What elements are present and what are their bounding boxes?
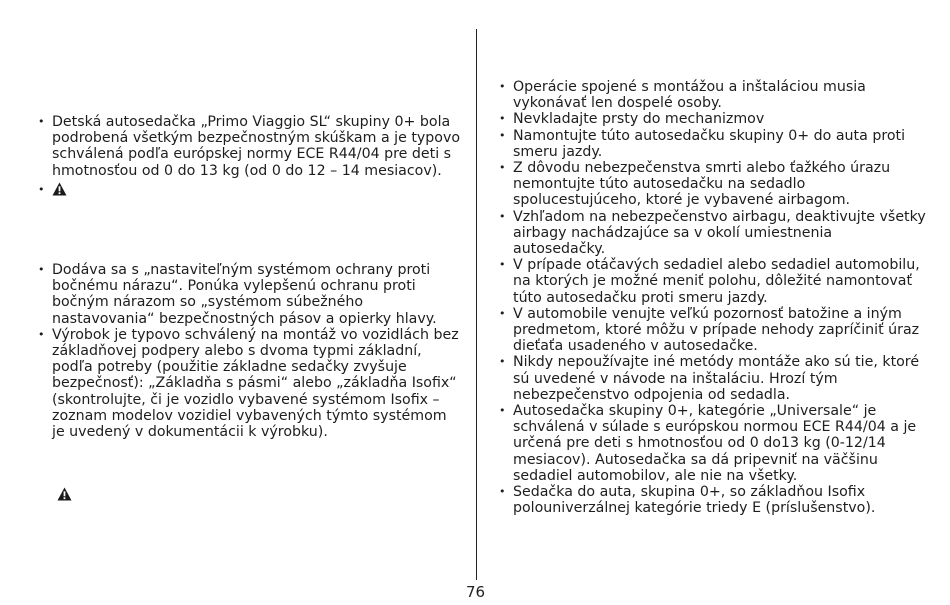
list-item: • V automobile venujte veľkú pozornosť batožine a iným predmetom, ktoré môžu v prípade nehody zapríčiniť úraz dieťaťa usadeného v autosedačke. xyxy=(498,306,928,355)
list-item: • Autosedačka skupiny 0+, kategórie „Universale“ je schválená v súlade s európskou normou ECE R44/04 a je určená pre deti s hmotnosťou od 0 do13 kg (0-12/14 mesiacov). Autosedačka sa dá pripevniť na väčšinu sedadiel automobilov, ale nie na všetky. xyxy=(498,403,928,484)
list-item: • Sedačka do auta, skupina 0+, so základňou Isofix polouniverzálnej kategórie triedy E (príslušenstvo). xyxy=(498,484,928,516)
list-item: • Nevkladajte prsty do mechanizmov xyxy=(498,111,928,127)
list-item: • Nikdy nepoužívajte iné metódy montáže ako sú tie, ktoré sú uvedené v návode na inštaláciu. Hrozí tým nebezpečenstvo odpojenia od sedadla. xyxy=(498,354,928,403)
left-bullet-list xyxy=(37,114,463,198)
list-item: • Výrobok je typovo schválený na montáž vo vozidlách bez základňovej podpery alebo s dvoma typmi základní, podľa potreby (použitie základne sedačky zvyšuje bezpečnosť): „Základňa s pásmi“ alebo „základňa Isofix“ (skontrolujte, či je vozidlo vybavené systémom Isofix – zoznam modelov vozidiel vybavených týmto systémom je uvedený v dokumentácii k výrobku). xyxy=(37,327,463,440)
warning-triangle-icon xyxy=(57,487,72,501)
list-item: • Z dôvodu nebezpečenstva smrti alebo ťažkého úrazu nemontujte túto autosedačku na sedadlo spolucestujúceho, ktoré je vybavené airbagom. xyxy=(498,160,928,209)
right-column xyxy=(498,79,928,516)
warning-triangle-icon xyxy=(52,182,67,196)
list-item: • Detská autosedačka „Primo Viaggio SL“ skupiny 0+ bola podrobená všetkým bezpečnostným skúškam a je typovo schválená podľa európskej normy ECE R44/04 pre deti s hmotnosťou od 0 do 13 kg (od 0 do 12 – 14 mesiacov). xyxy=(37,114,463,179)
list-item: • V prípade otáčavých sedadiel alebo sedadiel automobilu, na ktorých je možné meniť polohu, dôležité namontovať túto autosedačku proti smeru jazdy. xyxy=(498,257,928,306)
left-column-lower xyxy=(37,262,463,440)
warning-list-item xyxy=(37,182,463,198)
left-bullet-list-2 xyxy=(37,262,463,440)
list-item: • Vzhľadom na nebezpečenstvo airbagu, deaktivujte všetky airbagy nachádzajúce sa v okolí umiestnenia autosedačky. xyxy=(498,209,928,258)
left-column xyxy=(37,114,463,198)
list-item: • Namontujte túto autosedačku skupiny 0+ do auta proti smeru jazdy. xyxy=(498,128,928,160)
page-number: 76 xyxy=(466,583,486,601)
list-item: • Operácie spojené s montážou a inštaláciou musia vykonávať len dospelé osoby. xyxy=(498,79,928,111)
column-divider xyxy=(476,29,477,580)
right-bullet-list xyxy=(498,79,928,516)
list-item: • Dodáva sa s „nastaviteľným systémom ochrany proti bočnému nárazu“. Ponúka vylepšenú ochranu proti bočným nárazom so „systémom súbežného nastavovania“ bezpečnostných pásov a opierky hlavy. xyxy=(37,262,463,327)
